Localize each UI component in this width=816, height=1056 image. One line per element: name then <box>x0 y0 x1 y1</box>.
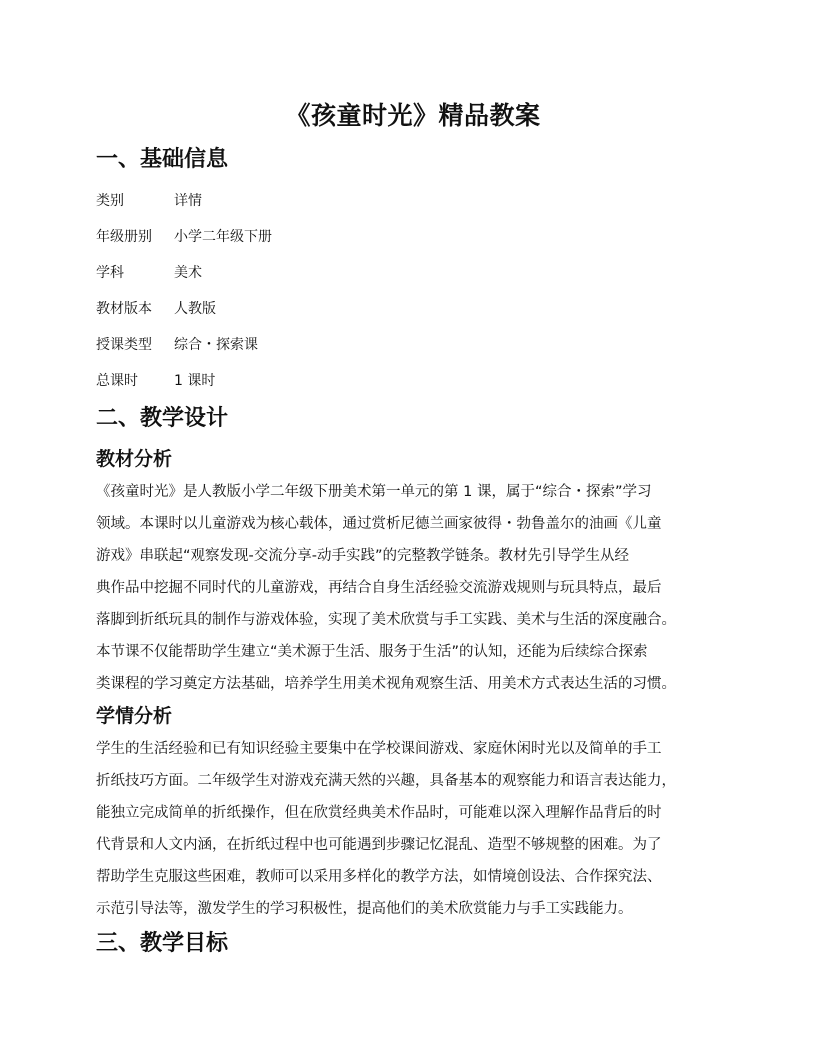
info-row-subject <box>96 254 730 290</box>
section-heading-basic-info: 一、基础信息 <box>96 147 229 172</box>
info-value: 小学二年级下册 <box>174 229 272 245</box>
info-label: 类别 <box>96 193 124 209</box>
text-line: 帮助学生克服这些困难，教师可以采用多样化的教学方法，如情境创设法、合作探究法、 <box>96 869 662 885</box>
paragraph-student-analysis <box>96 733 730 925</box>
subheading-student-analysis: 学情分析 <box>96 705 173 727</box>
text-line: 能独立完成简单的折纸操作，但在欣赏经典美术作品时，可能难以深入理解作品背后的时 <box>96 805 662 821</box>
section-heading-teaching-design: 二、教学设计 <box>96 406 229 431</box>
document-title: 《孩童时光》精品教案 <box>285 101 541 130</box>
info-label: 教材版本 <box>96 301 152 317</box>
text-line: 领域。本课时以儿童游戏为核心载体，通过赏析尼德兰画家彼得・勃鲁盖尔的油画《儿童 <box>96 516 662 532</box>
paragraph-textbook-analysis <box>96 476 730 700</box>
text-line: 游戏》串联起“观察发现-交流分享-动手实践”的完整教学链条。教材先引导学生从经 <box>96 548 629 564</box>
info-label: 授课类型 <box>96 337 152 353</box>
info-label: 总课时 <box>96 373 138 389</box>
text-line: 示范引导法等，激发学生的学习积极性，提高他们的美术欣赏能力与手工实践能力。 <box>96 901 633 917</box>
info-row-total-hours <box>96 362 730 398</box>
info-value: 美术 <box>174 265 202 281</box>
text-line: 学生的生活经验和已有知识经验主要集中在学校课间游戏、家庭休闲时光以及简单的手工 <box>96 741 662 757</box>
info-label: 年级册别 <box>96 229 152 245</box>
info-value: 详情 <box>174 193 202 209</box>
info-row-textbook <box>96 290 730 326</box>
info-row-category <box>96 182 730 218</box>
text-line: 落脚到折纸玩具的制作与游戏体验，实现了美术欣赏与手工实践、美术与生活的深度融合。 <box>96 612 676 628</box>
text-line: 《孩童时光》是人教版小学二年级下册美术第一单元的第 1 课，属于“综合・探索”学习 <box>96 484 652 500</box>
info-value: 1 课时 <box>174 373 216 389</box>
info-row-grade <box>96 218 730 254</box>
subheading-textbook-analysis: 教材分析 <box>96 448 173 470</box>
text-line: 典作品中挖掘不同时代的儿童游戏，再结合自身生活经验交流游戏规则与玩具特点，最后 <box>96 580 662 596</box>
text-line: 代背景和人文内涵，在折纸过程中也可能遇到步骤记忆混乱、造型不够规整的困难。为了 <box>96 837 662 853</box>
text-line: 折纸技巧方面。二年级学生对游戏充满天然的兴趣，具备基本的观察能力和语言表达能力， <box>96 773 676 789</box>
info-row-lesson-type <box>96 326 730 362</box>
section-heading-teaching-goals: 三、教学目标 <box>96 931 229 956</box>
info-value: 人教版 <box>174 301 216 317</box>
info-value: 综合・探索课 <box>174 337 258 353</box>
text-line: 类课程的学习奠定方法基础，培养学生用美术视角观察生活、用美术方式表达生活的习惯。 <box>96 676 676 692</box>
basic-info-table <box>96 182 730 398</box>
text-line: 本节课不仅能帮助学生建立“美术源于生活、服务于生活”的认知，还能为后续综合探索 <box>96 644 648 660</box>
info-label: 学科 <box>96 265 124 281</box>
